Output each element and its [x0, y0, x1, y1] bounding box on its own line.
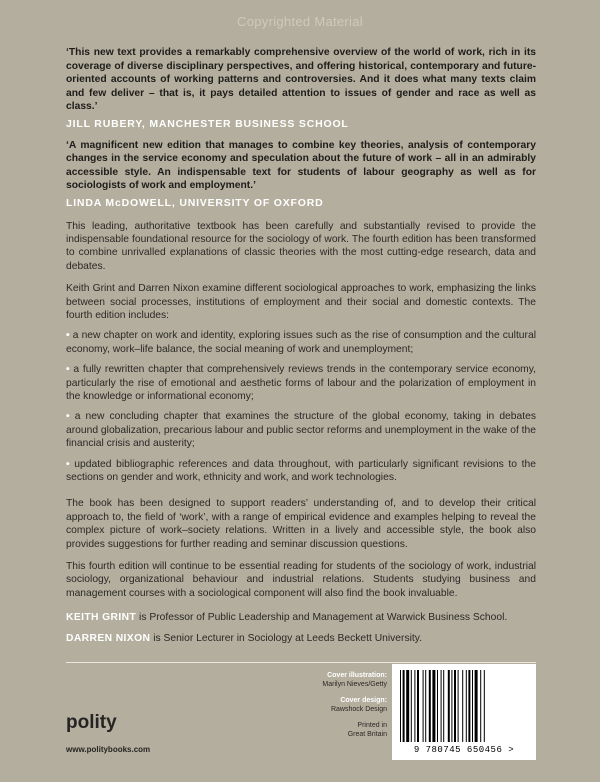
barcode-stripe	[403, 670, 405, 742]
support-paragraph: The book has been designed to support readers’ understanding of, and to develop their critical approach to, the field of ‘work’, with a range of empirical evidence and examples helping to reveal the complex picture of work–society relations. Written in a lively and accessible style, the book also provides suggestions for further reading and seminar discussion questions.	[66, 498, 536, 550]
barcode-stripe	[400, 670, 401, 742]
list-item	[66, 363, 536, 403]
barcode-stripe	[406, 670, 409, 742]
barcode-stripe	[448, 670, 450, 742]
list-item-text: a new concluding chapter that examines the structure of the global economy, taking in debates around globalization, precarious labour and public sector reforms and unemployment in the wake of the financial crisis and austerity;	[66, 411, 536, 450]
barcode-stripe	[425, 670, 426, 742]
author-bio-grint	[66, 611, 536, 624]
barcode-stripe	[443, 670, 444, 742]
credit-label: Cover design:	[340, 697, 387, 704]
credit-label: Cover illustration:	[327, 672, 387, 679]
essential-reading-paragraph: This fourth edition will continue to be essential reading for students of the sociology of work, industrial sociology, organizational behaviour and industrial relations. Students studying business and management courses with a sociological component will also find the book invaluable.	[66, 561, 536, 599]
author-bio-text: is Senior Lecturer in Sociology at Leeds Beckett University.	[150, 632, 422, 644]
barcode-stripe	[454, 670, 456, 742]
bullet-icon: •	[66, 411, 70, 423]
isbn-number: 9 780745 650456 >	[413, 745, 515, 755]
illustration-credit	[322, 671, 387, 689]
copyright-watermark: Copyrighted Material	[237, 14, 363, 29]
bullet-icon: •	[66, 364, 70, 376]
barcode-graphic	[400, 670, 528, 742]
barcode-stripe	[462, 670, 463, 742]
credit-value: Rawshock Design	[330, 706, 387, 713]
barcode-stripe	[411, 670, 412, 742]
list-item-text: a new chapter on work and identity, exploring issues such as the rise of consumption and the cultural economy, work–life balance, the social meaning of work and unemployment;	[66, 330, 536, 355]
publisher-logo: polity	[66, 712, 117, 733]
printed-line-2: Great Britain	[347, 731, 387, 738]
barcode-stripe	[468, 670, 470, 742]
credit-value: Marilyn Nieves/Getty	[322, 681, 387, 688]
barcode-stripe	[441, 670, 442, 742]
author-bio-text: is Professor of Public Leadership and Management at Warwick Business School.	[136, 612, 508, 624]
intro-paragraph: This leading, authoritative textbook has been carefully and substantially revised to provide the indispensable foundational resource for the sociology of work. The fourth edition has been transformed to combine unrivalled explanations of classic theories with the most cutting-edge research, data and debates.	[66, 220, 536, 272]
list-item-text: updated bibliographic references and data throughout, with particularly significant revisions to the sections on gender and work, ethnicity and work, and work technologies.	[66, 458, 536, 483]
cover-credits	[322, 671, 387, 739]
list-item	[66, 410, 536, 450]
barcode-stripe	[432, 670, 435, 742]
bullet-icon: •	[66, 458, 70, 470]
barcode-stripe	[480, 670, 481, 742]
author-name: KEITH GRINT	[66, 612, 137, 624]
author-name: DARREN NIXON	[66, 632, 151, 644]
list-item	[66, 329, 536, 356]
barcode-stripe	[472, 670, 473, 742]
printed-line-1: Printed in	[357, 722, 387, 729]
author-bio-nixon	[66, 632, 536, 645]
publisher-url: www.politybooks.com	[66, 745, 151, 754]
barcode-stripe	[466, 670, 467, 742]
footer-divider	[66, 662, 536, 663]
barcode-stripe	[414, 670, 415, 742]
isbn-barcode	[392, 664, 536, 760]
barcode-stripe	[429, 670, 431, 742]
barcode-stripe	[437, 670, 438, 742]
barcode-stripe	[484, 670, 485, 742]
approach-paragraph: Keith Grint and Darren Nixon examine different sociological approaches to work, emphasizing the links between social processes, institutions of employment and their social and domestic contexts. The fourth edition includes:	[66, 283, 536, 321]
barcode-stripe	[475, 670, 478, 742]
barcode-stripe	[458, 670, 459, 742]
list-item	[66, 458, 536, 485]
review-quote-1: ‘This new text provides a remarkably comprehensive overview of the world of work, rich in its coverage of diverse disciplinary perspectives, and offering historical, contemporary and future-oriented accounts of working patterns and controversies. And it does what many texts claim and few deliver – that is, it pays detailed attention to issues of gender and race as well as class.’	[66, 47, 536, 112]
back-cover-content	[66, 46, 536, 645]
review-quote-2: ‘A magnificent new edition that manages to combine key theories, analysis of contemporary changes in the service economy and speculation about the future of work – all in an admirably accessible style. An indispensable text for students of labour geography as well as for sociologists of work and employment.’	[66, 139, 536, 191]
edition-features-list	[66, 329, 536, 484]
review-attribution-1: JILL RUBERY, MANCHESTER BUSINESS SCHOOL	[66, 117, 349, 130]
printed-in	[322, 721, 387, 739]
barcode-stripe	[423, 670, 424, 742]
design-credit	[322, 696, 387, 714]
list-item-text: a fully rewritten chapter that comprehensively reviews trends in the contemporary service economy, particularly the rise of emotional and aesthetic forms of labour and the polarization of employment in the knowledge or informational economy;	[66, 364, 536, 402]
review-attribution-2: LINDA McDOWELL, UNIVERSITY OF OXFORD	[66, 196, 324, 209]
barcode-stripe	[451, 670, 452, 742]
bullet-icon: •	[66, 330, 70, 342]
barcode-stripe	[417, 670, 419, 742]
